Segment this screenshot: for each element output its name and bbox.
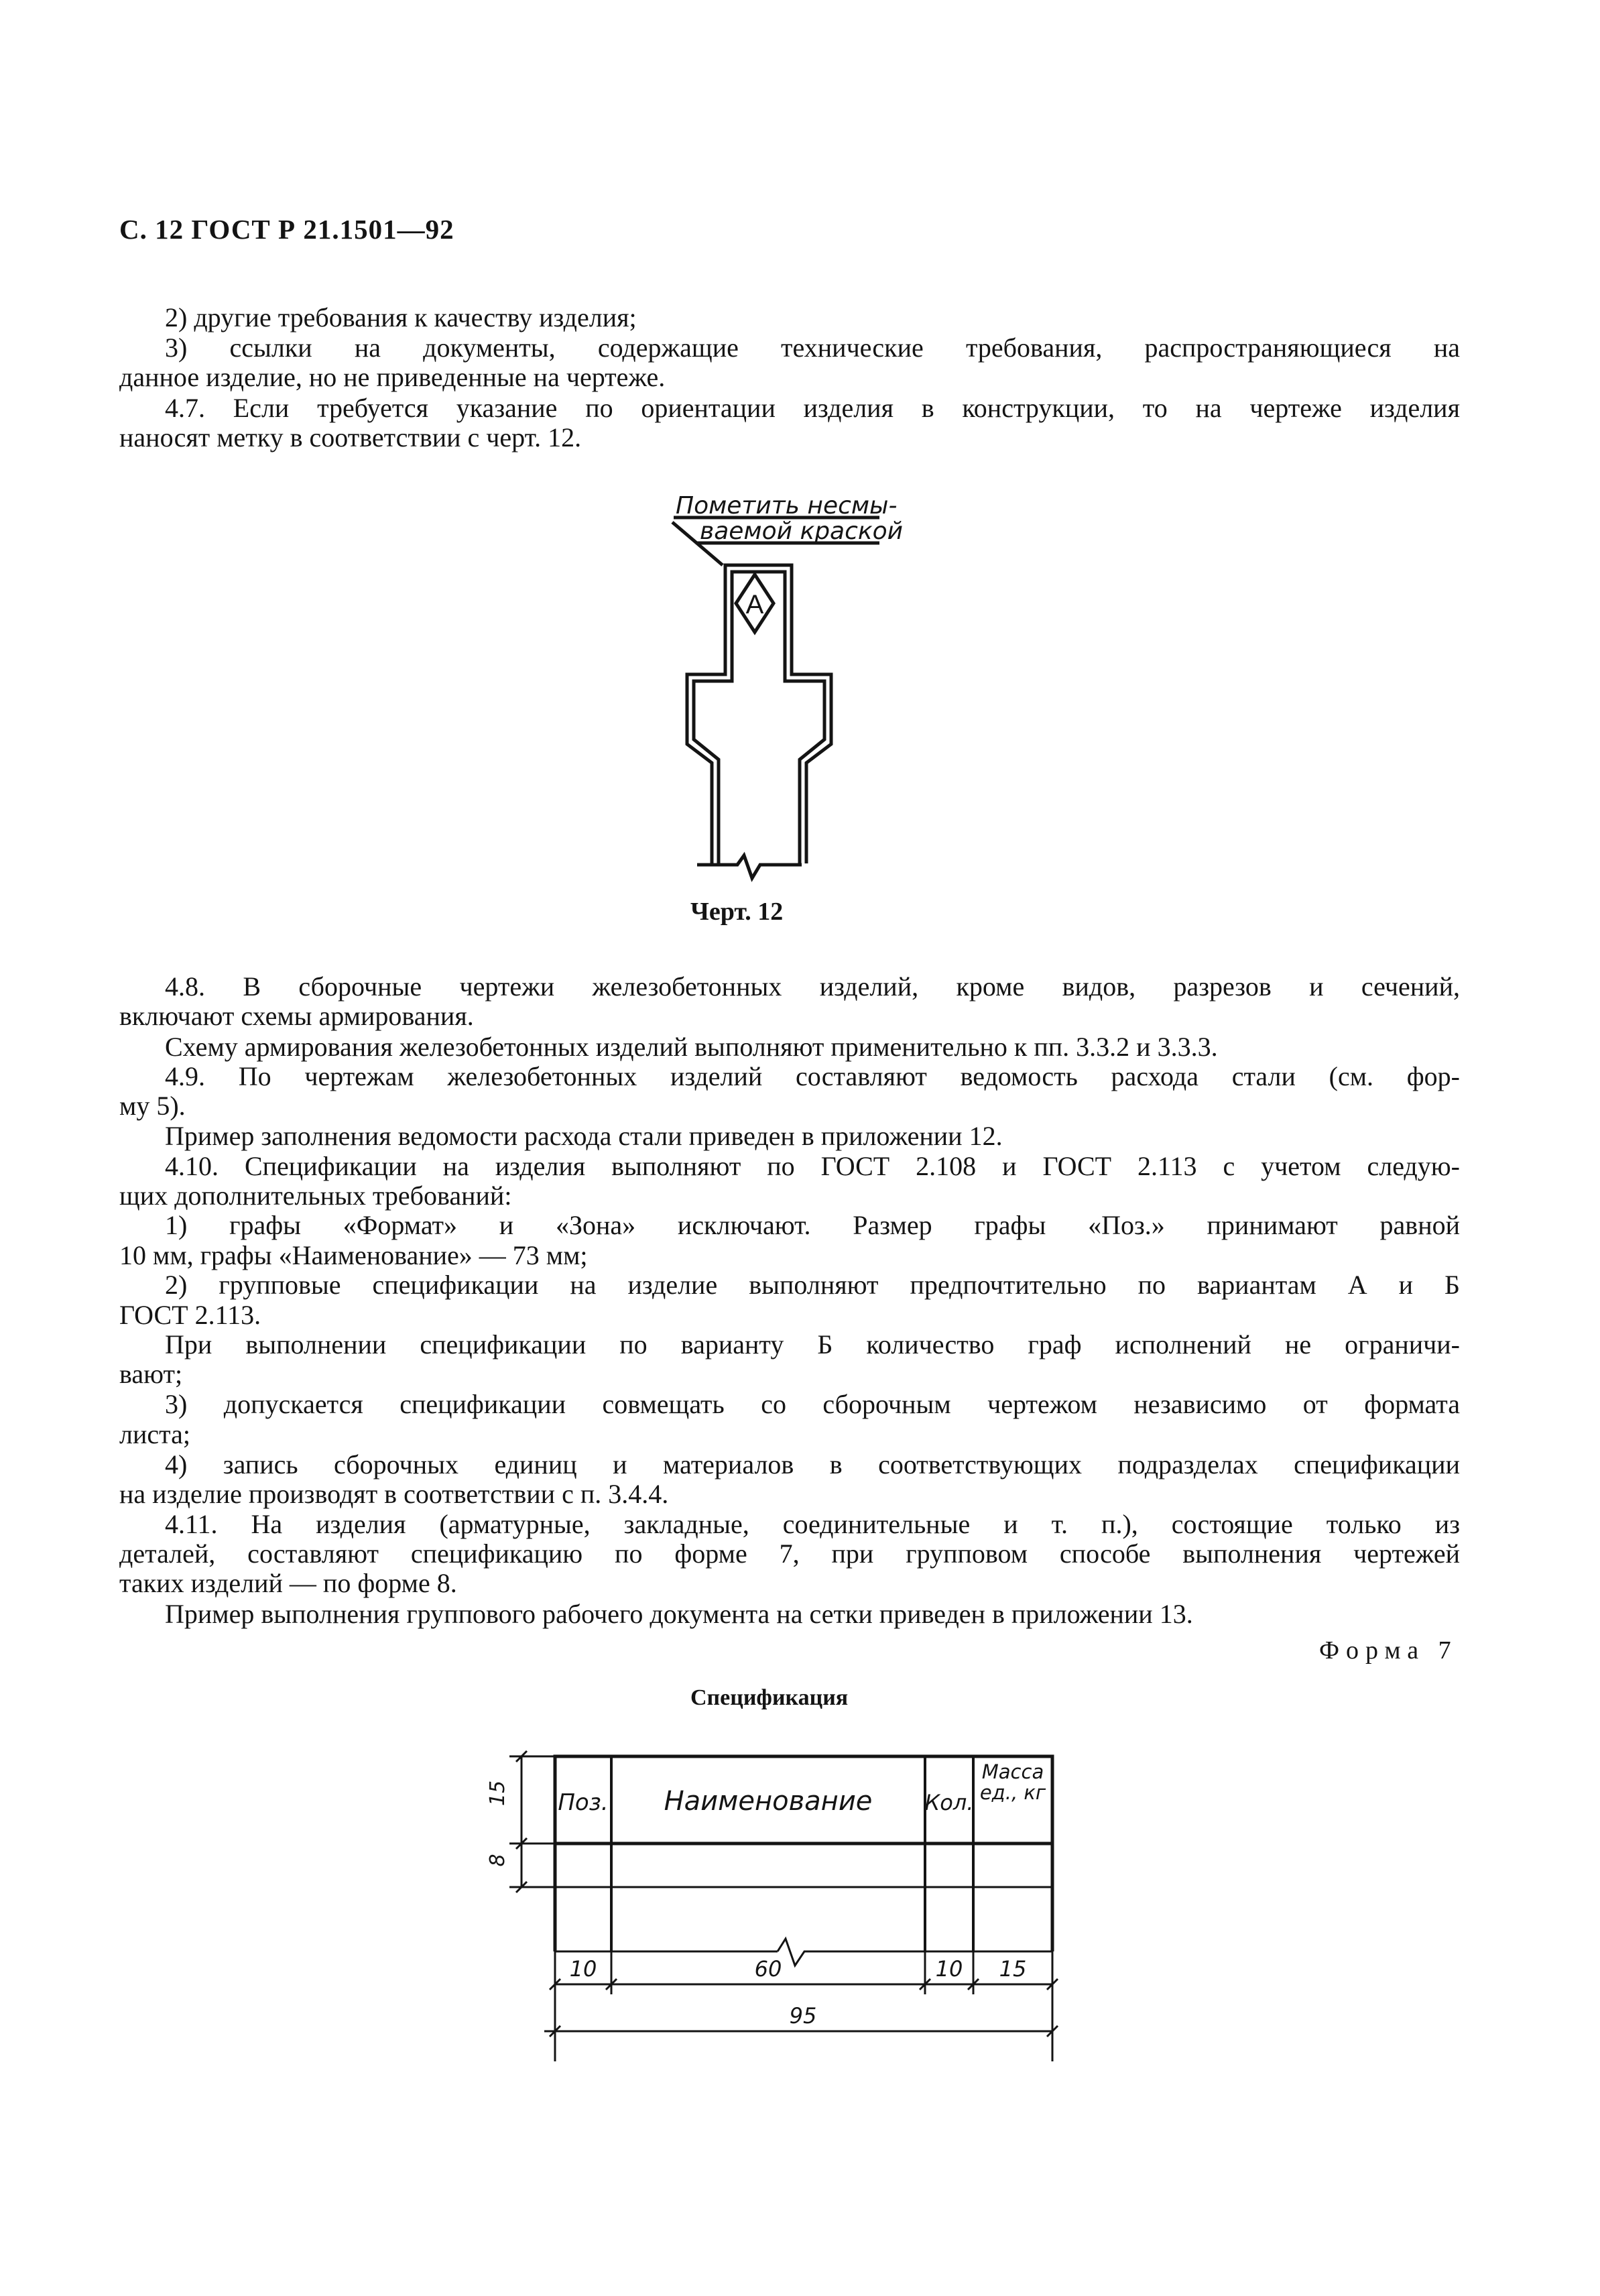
dim-mass-width: 15 (999, 1956, 1027, 1982)
column-header-name: Наименование (664, 1786, 873, 1817)
paragraph-line: 2) групповые спецификации на изделие выполняют предпочтительно по вариантам А и Б (165, 1270, 1460, 1300)
spec-title: Спецификация (690, 1685, 849, 1710)
annotation-text-1: Пометить несмы- (676, 492, 898, 520)
paragraph-line: му 5). (119, 1091, 186, 1121)
dim-name-width: 60 (754, 1956, 782, 1982)
paragraph-line: 3) допускается спецификации совмещать со сборочным чертежом независимо от формата (165, 1389, 1460, 1419)
paragraph-line: вают; (119, 1359, 183, 1389)
mark-letter: А (745, 590, 764, 619)
dim-total-width: 95 (789, 2003, 817, 2029)
column-header-pos: Поз. (558, 1789, 609, 1816)
paragraph-line: 10 мм, графы «Наименование» — 73 мм; (119, 1240, 588, 1270)
paragraph-line: 4.9. По чертежам железобетонных изделий составляют ведомость расхода стали (см. фор- (165, 1061, 1460, 1091)
paragraph-line: 2) другие требования к качеству изделия; (165, 302, 637, 333)
annotation-text-2: ваемой краской (700, 518, 904, 545)
dim-qty-width: 10 (935, 1956, 963, 1982)
paragraph-line: 1) графы «Формат» и «Зона» исключают. Размер графы «Поз.» принимают равной (165, 1210, 1460, 1240)
paragraph-line: данное изделие, но не приведенные на чертеже. (119, 362, 666, 392)
column-header-mass: Масса ед., кг (979, 1762, 1046, 1804)
column-header-qty: Кол. (924, 1790, 974, 1815)
figure-caption: Черт. 12 (690, 898, 784, 926)
paragraph-line: ГОСТ 2.113. (119, 1300, 261, 1330)
paragraph-line: щих дополнительных требований: (119, 1181, 512, 1211)
paragraph-line: 4.11. На изделия (арматурные, закладные, соединительные и т. п.), состоящие только из (165, 1509, 1460, 1539)
paragraph-line: 4.10. Спецификации на изделия выполняют по ГОСТ 2.108 и ГОСТ 2.113 с учетом следую- (165, 1151, 1460, 1181)
paragraph-line: 4) запись сборочных единиц и материалов в соответствующих подразделах спецификации (165, 1449, 1460, 1479)
dim-pos-width: 10 (569, 1956, 597, 1982)
paragraph-line: 4.7. Если требуется указание по ориентации изделия в конструкции, то на чертеже изделия (165, 393, 1460, 423)
paragraph-line: включают схемы армирования. (119, 1001, 474, 1031)
dim-header-height: 15 (486, 1780, 509, 1807)
paragraph-line: листа; (119, 1419, 190, 1449)
paragraph-line: Пример выполнения группового рабочего документа на сетки приведен в приложении 13. (165, 1599, 1193, 1629)
paragraph-line: Пример заполнения ведомости расхода стали приведен в приложении 12. (165, 1121, 1003, 1151)
paragraph-line: 4.8. В сборочные чертежи железобетонных изделий, кроме видов, разрезов и сечений, (165, 971, 1460, 1002)
dim-row-height: 8 (486, 1854, 509, 1867)
paragraph-line: наносят метку в соответствии с черт. 12. (119, 422, 582, 452)
form-label: Форма 7 (1319, 1636, 1458, 1665)
page-header: С. 12 ГОСТ Р 21.1501—92 (119, 214, 454, 245)
paragraph-line: 3) ссылки на документы, содержащие технические требования, распространяющиеся на (165, 333, 1460, 363)
paragraph-line: Схему армирования железобетонных изделий выполняют применительно к пп. 3.3.2 и 3.3.3. (165, 1032, 1218, 1062)
paragraph-line: деталей, составляют спецификацию по форме 7, при групповом способе выполнения чертежей (119, 1538, 1460, 1569)
paragraph-line: на изделие производят в соответствии с п. 3.4.4. (119, 1479, 669, 1509)
paragraph-line: При выполнении спецификации по варианту Б количество граф исполнений не ограничи- (165, 1329, 1460, 1360)
paragraph-line: таких изделий — по форме 8. (119, 1568, 457, 1598)
